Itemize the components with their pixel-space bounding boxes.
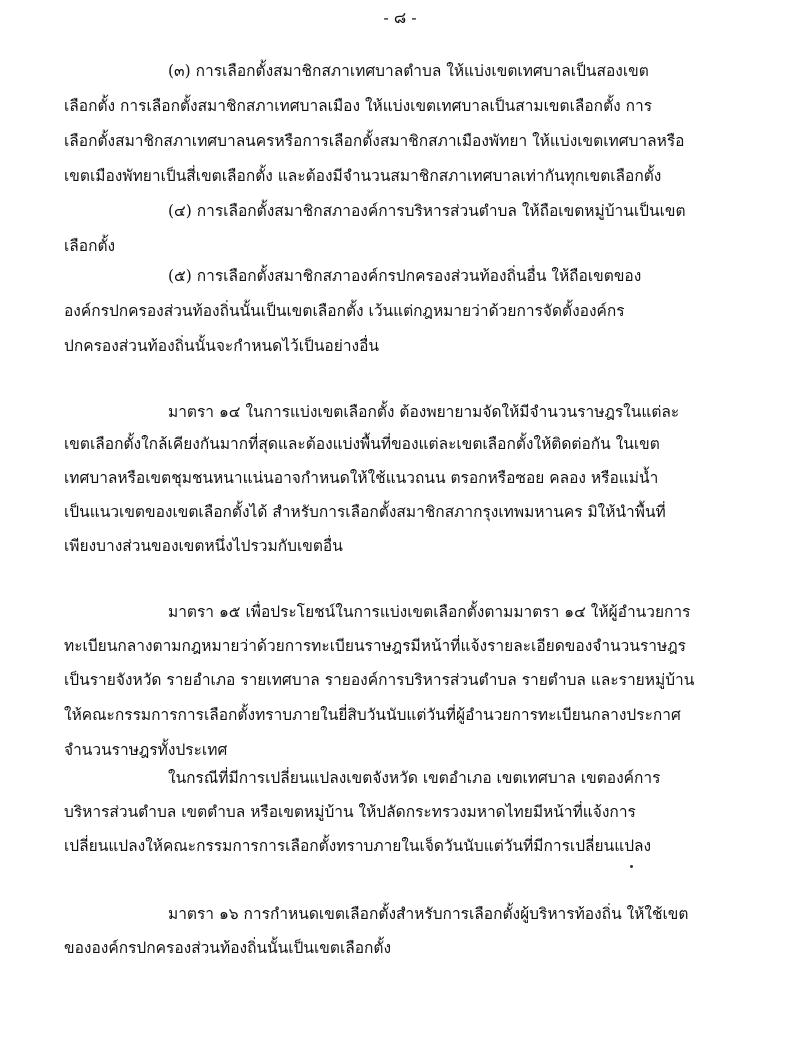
section15-para2-line3: เปลี่ยนแปลงให้คณะกรรมการการเลือกตั้งทราบภายในเจ็ดวันนับแต่วันที่มีการเปลี่ยนแปลง [64, 837, 652, 855]
section14-line1: มาตรา ๑๔ ในการแบ่งเขตเลือกตั้ง ต้องพยายามจัดให้มีจำนวนราษฎรในแต่ละ [168, 403, 680, 421]
section14-line2: เขตเลือกตั้งใกล้เคียงกันมากที่สุดและต้องแบ่งพื้นที่ของแต่ละเขตเลือกตั้งให้ติดต่อกัน ในเขต [64, 435, 660, 453]
section14-line4: เป็นแนวเขตของเขตเลือกตั้งได้ สำหรับการเลือกตั้งสมาชิกสภากรุงเทพมหานคร มิให้นำพื้นที่ [64, 503, 666, 521]
section15-para2-line1: ในกรณีที่มีการเปลี่ยนแปลงเขตจังหวัด เขตอำเภอ เขตเทศบาล เขตองค์การ [168, 769, 661, 787]
section15-para2-line2: บริหารส่วนตำบล เขตตำบล หรือเขตหมู่บ้าน ให้ปลัดกระทรวงมหาดไทยมีหน้าที่แจ้งการ [64, 803, 636, 821]
section13-item3-line1: (๓) การเลือกตั้งสมาชิกสภาเทศบาลตำบล ให้แบ่งเขตเทศบาลเป็นสองเขต [168, 62, 649, 80]
section13-item5-line1: (๕) การเลือกตั้งสมาชิกสภาองค์กรปกครองส่วนท้องถิ่นอื่น ให้ถือเขตของ [168, 267, 642, 285]
section13-item3-line3: เลือกตั้งสมาชิกสภาเทศบาลนครหรือการเลือกตั้งสมาชิกสภาเมืองพัทยา ให้แบ่งเขตเทศบาลหรือ [64, 132, 685, 150]
section13-item3-line4: เขตเมืองพัทยาเป็นสี่เขตเลือกตั้ง และต้องมีจำนวนสมาชิกสภาเทศบาลเท่ากันทุกเขตเลือกตั้ง [64, 167, 662, 185]
section13-item5-line3: ปกครองส่วนท้องถิ่นนั้นจะกำหนดไว้เป็นอย่างอื่น [64, 337, 379, 355]
section13-item4-line1: (๔) การเลือกตั้งสมาชิกสภาองค์การบริหารส่วนตำบล ให้ถือเขตหมู่บ้านเป็นเขต [168, 202, 686, 220]
section15-para1-line2: ทะเบียนกลางตามกฎหมายว่าด้วยการทะเบียนราษฎรมีหน้าที่แจ้งรายละเอียดของจำนวนราษฎร [64, 637, 686, 655]
section15-para1-line3: เป็นรายจังหวัด รายอำเภอ รายเทศบาล รายองค์การบริหารส่วนตำบล รายตำบล และรายหมู่บ้าน [64, 671, 695, 689]
section13-item4-line2: เลือกตั้ง [64, 237, 116, 255]
section13-item5-line2: องค์กรปกครองส่วนท้องถิ่นนั้นเป็นเขตเลือกตั้ง เว้นแต่กฎหมายว่าด้วยการจัดตั้งองค์กร [64, 302, 625, 320]
section13-item3-line2: เลือกตั้ง การเลือกตั้งสมาชิกสภาเทศบาลเมือง ให้แบ่งเขตเทศบาลเป็นสามเขตเลือกตั้ง การ [64, 97, 653, 115]
section14-line5: เพียงบางส่วนของเขตหนึ่งไปรวมกับเขตอื่น [64, 537, 343, 555]
section15-para1-line4: ให้คณะกรรมการการเลือกตั้งทราบภายในยี่สิบวันนับแต่วันที่ผู้อำนวยการทะเบียนกลางประกาศ [64, 706, 681, 724]
section14-line3: เทศบาลหรือเขตชุมชนหนาแน่นอาจกำหนดให้ใช้แนวถนน ตรอกหรือซอย คลอง หรือแม่น้ำ [64, 469, 659, 487]
section15-para1-line1: มาตรา ๑๕ เพื่อประโยชน์ในการแบ่งเขตเลือกตั้งตามมาตรา ๑๔ ให้ผู้อำนวยการ [168, 603, 691, 621]
page-number: - ๘ - [383, 8, 417, 27]
section16-line2: ขององค์กรปกครองส่วนท้องถิ่นนั้นเป็นเขตเลือกตั้ง [64, 939, 392, 957]
scan-speck [630, 865, 633, 868]
section15-para1-line5: จำนวนราษฎรทั้งประเทศ [64, 741, 228, 759]
section16-line1: มาตรา ๑๖ การกำหนดเขตเลือกตั้งสำหรับการเลือกตั้งผู้บริหารท้องถิ่น ให้ใช้เขต [168, 905, 689, 923]
